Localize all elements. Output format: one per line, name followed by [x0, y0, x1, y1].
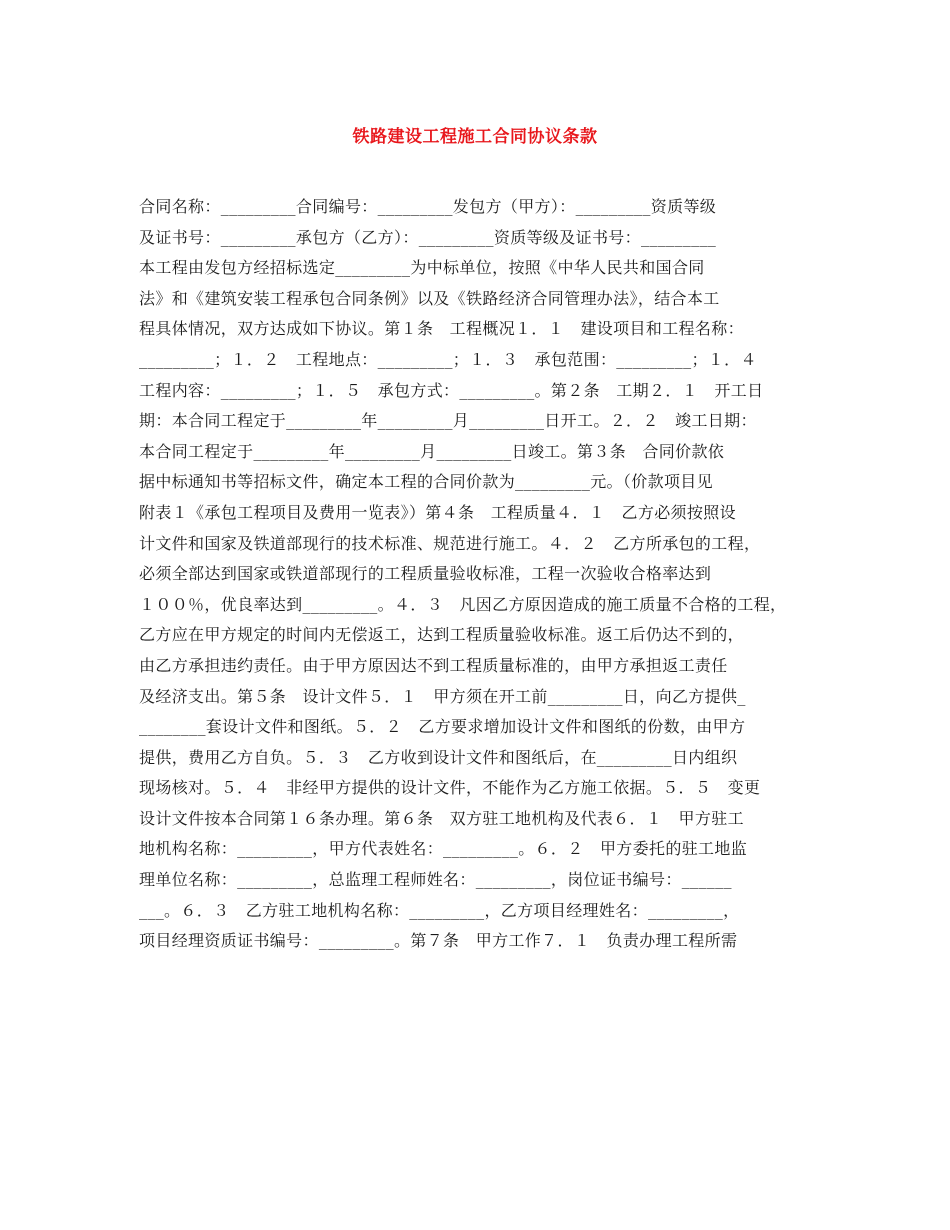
body-line: 设计文件按本合同第１６条办理。第６条 双方驻工地机构及代表６．１ 甲方驻工 — [139, 808, 744, 828]
body-line: 附表１《承包工程项目及费用一览表》）第４条 工程质量４．１ 乙方必须按照设 — [139, 502, 736, 522]
body-line: 必须全部达到国家或铁道部现行的工程质量验收标准，工程一次验收合格率达到 — [139, 564, 712, 584]
document-body — [139, 192, 819, 957]
body-line: 理单位名称：_________，总监理工程师姓名：_________，岗位证书编号：______ — [139, 870, 732, 890]
body-line: 计文件和国家及铁道部现行的技术标准、规范进行施工。４．２ 乙方所承包的工程， — [139, 533, 761, 553]
body-line: １００％，优良率达到_________。４．３ 凡因乙方原因造成的施工质量不合格的工程， — [139, 594, 787, 614]
body-line: 提供，费用乙方自负。５．３ 乙方收到设计文件和图纸后，在_________日内组织 — [139, 747, 738, 767]
body-line: 据中标通知书等招标文件，确定本工程的合同价款为_________元。（价款项目见 — [139, 472, 714, 492]
body-line: ___。６．３ 乙方驻工地机构名称：_________，乙方项目经理姓名：_________， — [139, 900, 740, 920]
body-line: 法》和《建筑安装工程承包合同条例》以及《铁路经济合同管理办法》，结合本工 — [139, 288, 720, 308]
body-line: 地机构名称：_________，甲方代表姓名：_________。６．２ 甲方委托的驻工地监 — [139, 839, 748, 859]
body-line: 工程内容：_________；１．５ 承包方式：_________。第２条 工期２．１ 开工日 — [139, 380, 764, 400]
document-title: 铁路建设工程施工合同协议条款 — [352, 127, 598, 147]
body-line: 及证书号：_________承包方（乙方）：_________资质等级及证书号：_________ — [139, 227, 717, 247]
body-line: 期：本合同工程定于_________年_________月_________日开工。２．２ 竣工日期： — [139, 411, 757, 431]
body-line: 合同名称：_________合同编号：_________发包方（甲方）：_________资质等级 — [139, 197, 717, 216]
body-line: 本合同工程定于_________年_________月_________日竣工。第３条 合同价款依 — [139, 441, 725, 461]
body-line: 及经济支出。第５条 设计文件５．１ 甲方须在开工前_________日，向乙方提供_ — [139, 686, 746, 706]
body-line: _________；１．２ 工程地点：_________；１．３ 承包范围：_________；１．４ — [139, 349, 757, 369]
body-line: 本工程由发包方经招标选定_________为中标单位，按照《中华人民共和国合同 — [139, 258, 705, 278]
body-line: ________套设计文件和图纸。５．２ 乙方要求增加设计文件和图纸的份数，由甲方 — [139, 717, 746, 737]
body-line: 现场核对。５．４ 非经甲方提供的设计文件，不能作为乙方施工依据。５．５ 变更 — [139, 778, 761, 798]
body-line: 程具体情况，双方达成如下协议。第１条 工程概况１．１ 建设项目和工程名称： — [139, 319, 744, 339]
body-line: 乙方应在甲方规定的时间内无偿返工，达到工程质量验收标准。返工后仍达不到的， — [139, 625, 744, 645]
body-line: 项目经理资质证书编号：_________。第７条 甲方工作７．１ 负责办理工程所需 — [139, 931, 738, 951]
body-line: 由乙方承担违约责任。由于甲方原因达不到工程质量标准的，由甲方承担返工责任 — [139, 655, 728, 675]
